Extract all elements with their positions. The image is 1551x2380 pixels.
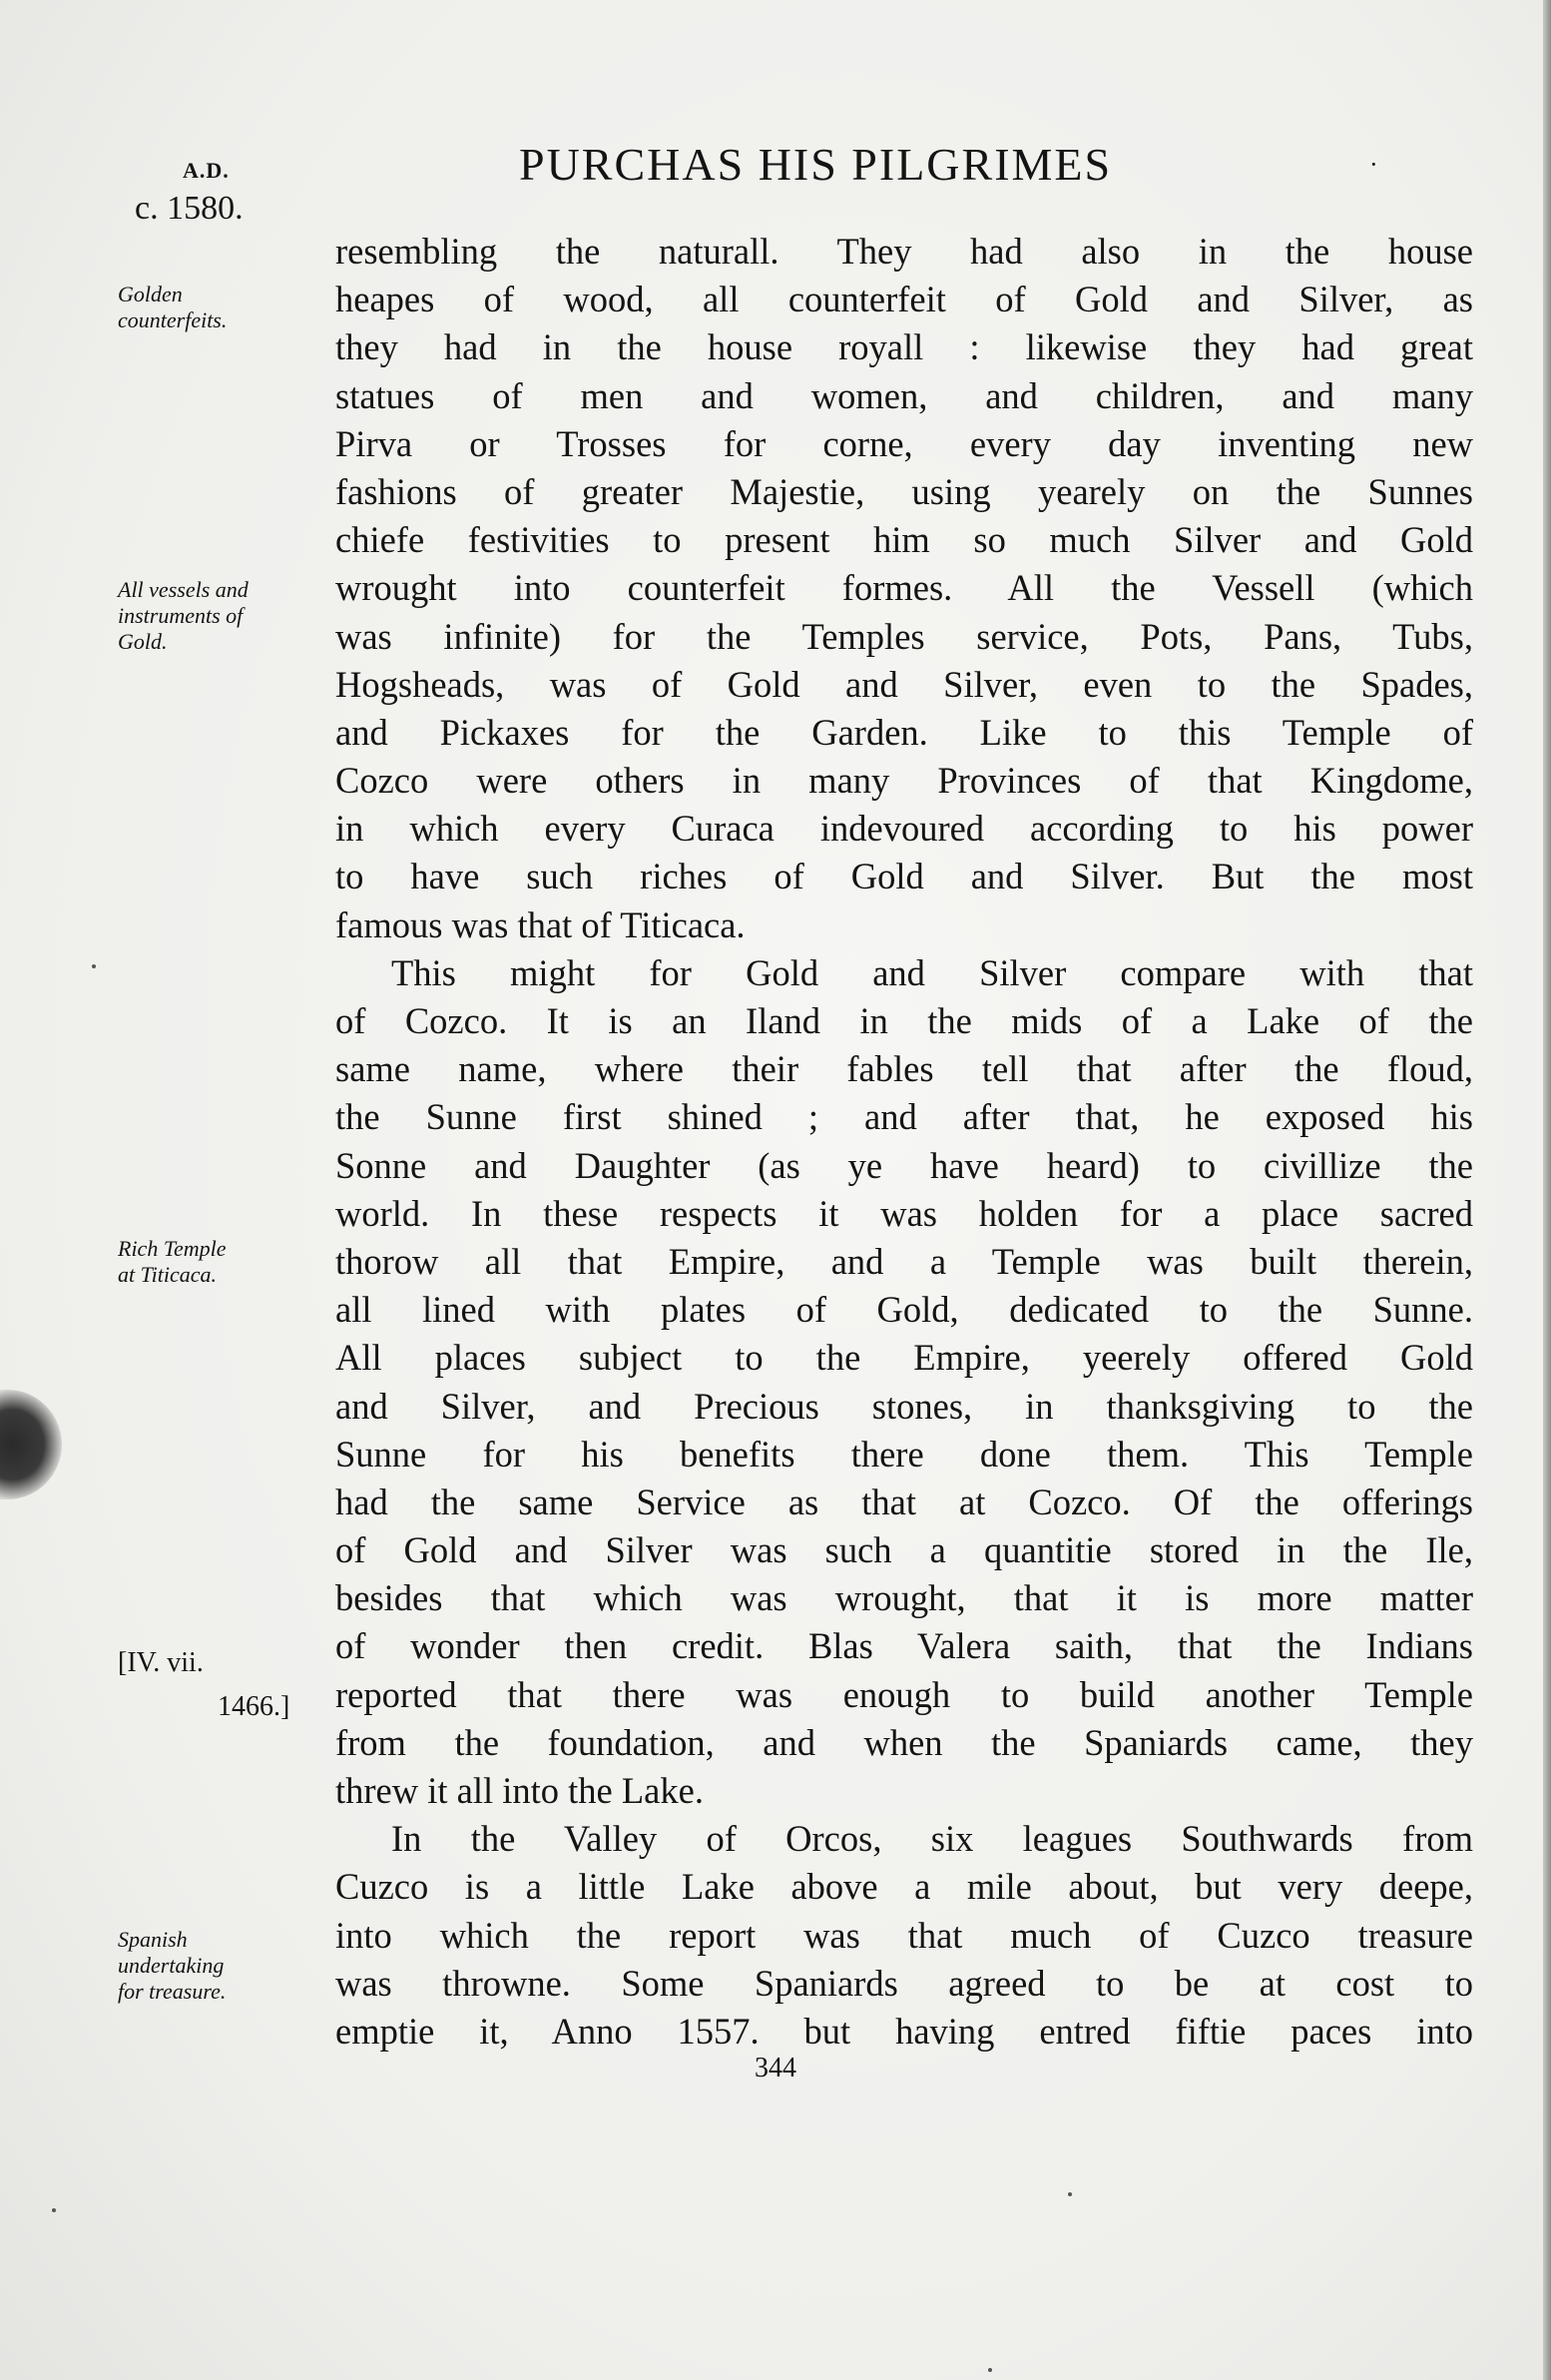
text-line: Pirva or Trosses for corne, every day inventing new (335, 422, 1473, 464)
margin-note-rich-temple: Rich Temple at Titicaca. (118, 1236, 227, 1287)
text-line: wrought into counterfeit formes. All the Vessell (which (335, 567, 1473, 609)
text-line: of Cozco. It is an Iland in the mids of a Lake of the (335, 1000, 1473, 1041)
text-line: and Pickaxes for the Garden. Like to this Temple of (335, 711, 1473, 753)
text-line: and Silver, and Precious stones, in thanksgiving to the (335, 1385, 1473, 1427)
reference-page: 1466.] (218, 1691, 290, 1722)
header-ad: A.D. (183, 158, 230, 183)
text-line: This might for Gold and Silver compare with that (391, 951, 1473, 993)
text-line: same name, where their fables tell that after the floud, (335, 1048, 1473, 1090)
paragraph (335, 1815, 1473, 2056)
text-line: into which the report was that much of Cuzco treasure (335, 1914, 1473, 1956)
text-line: Cozco were others in many Provinces of that Kingdome, (335, 760, 1473, 802)
page-edge-shadow (1543, 0, 1551, 2380)
text-line: Sonne and Daughter (as ye have heard) to civillize the (335, 1144, 1473, 1186)
margin-note-vessels: All vessels and instruments of Gold. (118, 577, 249, 654)
paper-speck (1068, 2192, 1072, 2196)
paragraph (335, 949, 1473, 1815)
text-line: thorow all that Empire, and a Temple was built therein, (335, 1240, 1473, 1282)
text-line: Hogsheads, was of Gold and Silver, even to the Spades, (335, 663, 1473, 705)
text-line: in which every Curaca indevoured according to his power (335, 808, 1473, 850)
text-line: of wonder then credit. Blas Valera saith, that the Indians (335, 1625, 1473, 1667)
text-line: fashions of greater Majestie, using yearely on the Sunnes (335, 470, 1473, 512)
text-line: besides that which was wrought, that it is more matter (335, 1577, 1473, 1619)
text-line: All places subject to the Empire, yeerely offered Gold (335, 1337, 1473, 1379)
reference-volume: [IV. vii. (118, 1647, 204, 1678)
text-line: statues of men and women, and children, and many (335, 374, 1473, 416)
paper-speck (92, 964, 96, 968)
text-line: they had in the house royall : likewise they had great (335, 326, 1473, 368)
page-number: 344 (755, 2053, 796, 2083)
text-line: Cuzco is a little Lake above a mile about, but very deepe, (335, 1866, 1473, 1908)
text-line: world. In these respects it was holden for a place sacred (335, 1192, 1473, 1234)
text-line: of Gold and Silver was such a quantitie stored in the Ile, (335, 1529, 1473, 1571)
text-line: was throwne. Some Spaniards agreed to be at cost to (335, 1962, 1473, 2004)
text-line: the Sunne first shined ; and after that, he exposed his (335, 1096, 1473, 1138)
text-line: emptie it, Anno 1557. but having entred fiftie paces into (335, 2010, 1473, 2052)
margin-note-golden-counterfeits: Golden counterfeits. (118, 282, 228, 332)
text-line: threw it all into the Lake. (335, 1770, 704, 1811)
text-line: from the foundation, and when the Spaniards came, they (335, 1721, 1473, 1763)
paper-speck (988, 2368, 992, 2372)
paragraph (335, 228, 1473, 949)
text-line: Sunne for his benefits there done them. This Temple (335, 1433, 1473, 1475)
text-line: had the same Service as that at Cozco. Of the offerings (335, 1481, 1473, 1522)
text-line: was infinite) for the Temples service, Pots, Pans, Tubs, (335, 615, 1473, 657)
text-line: heapes of wood, all counterfeit of Gold and Silver, as (335, 279, 1473, 320)
text-line: to have such riches of Gold and Silver. But the most (335, 856, 1473, 897)
text-line: all lined with plates of Gold, dedicated to the Sunne. (335, 1289, 1473, 1331)
text-line: reported that there was enough to build another Temple (335, 1673, 1473, 1715)
header-ornament-dot: · (1369, 150, 1378, 179)
paper-speck (52, 2208, 56, 2212)
page-title: PURCHAS HIS PILGRIMES (519, 139, 1113, 190)
running-head (0, 138, 1551, 198)
text-line: chiefe festivities to present him so much Silver and Gold (335, 519, 1473, 561)
text-line: famous was that of Titicaca. (335, 903, 746, 945)
body-text (335, 228, 1473, 2056)
margin-note-spanish-undertaking: Spanish undertaking for treasure. (118, 1927, 227, 2004)
text-line: resembling the naturall. They had also in the house (335, 231, 1473, 272)
text-line: In the Valley of Orcos, six leagues Southwards from (391, 1818, 1473, 1860)
header-year: c. 1580. (135, 190, 244, 227)
